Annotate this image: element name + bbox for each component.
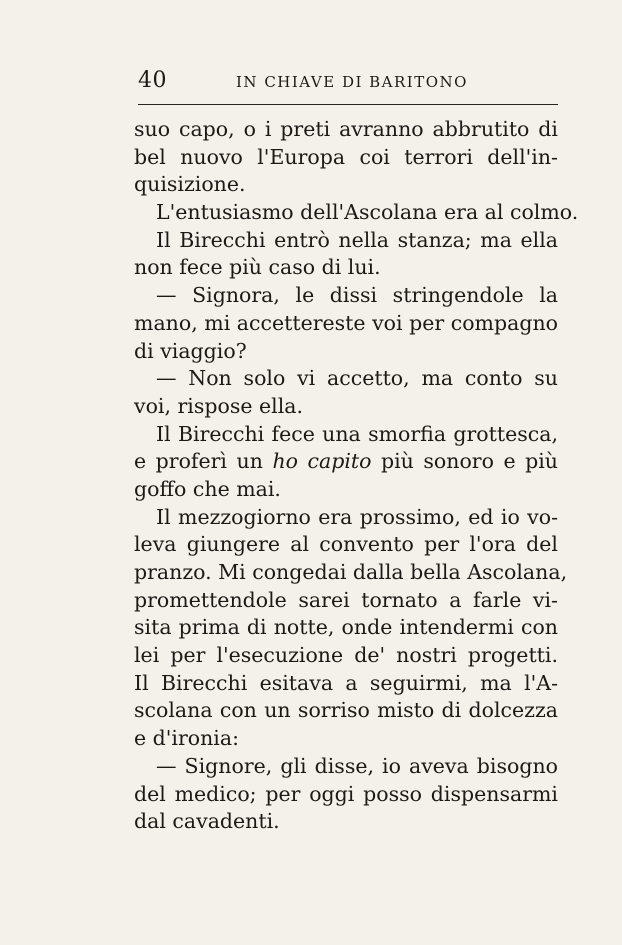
text-line: lei per l'esecuzione de' nostri progetti.	[134, 643, 558, 668]
text-line: e d'ironia:	[134, 726, 239, 751]
text-line: quisizione.	[134, 172, 246, 197]
page-number: 40	[138, 68, 167, 93]
text-line: promettendole sarei tornato a farle vi-	[134, 587, 558, 612]
italic-phrase: ho capito	[272, 449, 372, 474]
text-line: goffo che mai.	[134, 476, 281, 501]
body-text	[134, 116, 579, 836]
text-line: voi, rispose ella.	[134, 393, 304, 418]
text-line: leva giungere al convento per l'ora del	[134, 532, 558, 557]
text-segment: più sonoro e più	[371, 449, 558, 474]
text-segment: e proferì un	[134, 449, 273, 474]
text-line: Il Birecchi fece una smorfia grottesca,	[156, 421, 558, 446]
text-line: L'entusiasmo dell'Ascolana era al colmo.	[156, 200, 579, 225]
text-line: — Non solo vi accetto, ma conto su	[156, 366, 558, 391]
text-line: — Signore, gli disse, io aveva bisogno	[156, 753, 558, 778]
text-line: pranzo. Mi congedai dalla bella Ascolana,	[134, 560, 568, 584]
text-line: suo capo, o i preti avranno abbrutito di	[134, 117, 558, 141]
text-line: non fece più caso di lui.	[134, 255, 381, 280]
text-line: sita prima di notte, onde intendermi con	[134, 615, 558, 640]
text-line: mano, mi accettereste voi per compagno	[134, 310, 558, 335]
text-line: — Signora, le dissi stringendole la	[156, 283, 558, 308]
header-rule	[138, 104, 558, 105]
text-line-with-italic	[134, 448, 558, 476]
text-line: Il mezzogiorno era prossimo, ed io vo-	[156, 504, 558, 529]
text-line: Il Birecchi esitava a seguirmi, ma l'A-	[134, 670, 558, 695]
text-line: dal cavadenti.	[134, 809, 280, 834]
text-line: del medico; per oggi posso dispensarmi	[134, 781, 558, 806]
text-line: bel nuovo l'Europa coi terrori dell'in-	[134, 144, 558, 169]
text-line: di viaggio?	[134, 338, 247, 363]
text-line: Il Birecchi entrò nella stanza; ma ella	[156, 227, 558, 252]
text-line: scolana con un sorriso misto di dolcezza	[134, 698, 558, 723]
running-title: IN CHIAVE DI BARITONO	[236, 73, 468, 91]
page-header	[138, 66, 558, 102]
